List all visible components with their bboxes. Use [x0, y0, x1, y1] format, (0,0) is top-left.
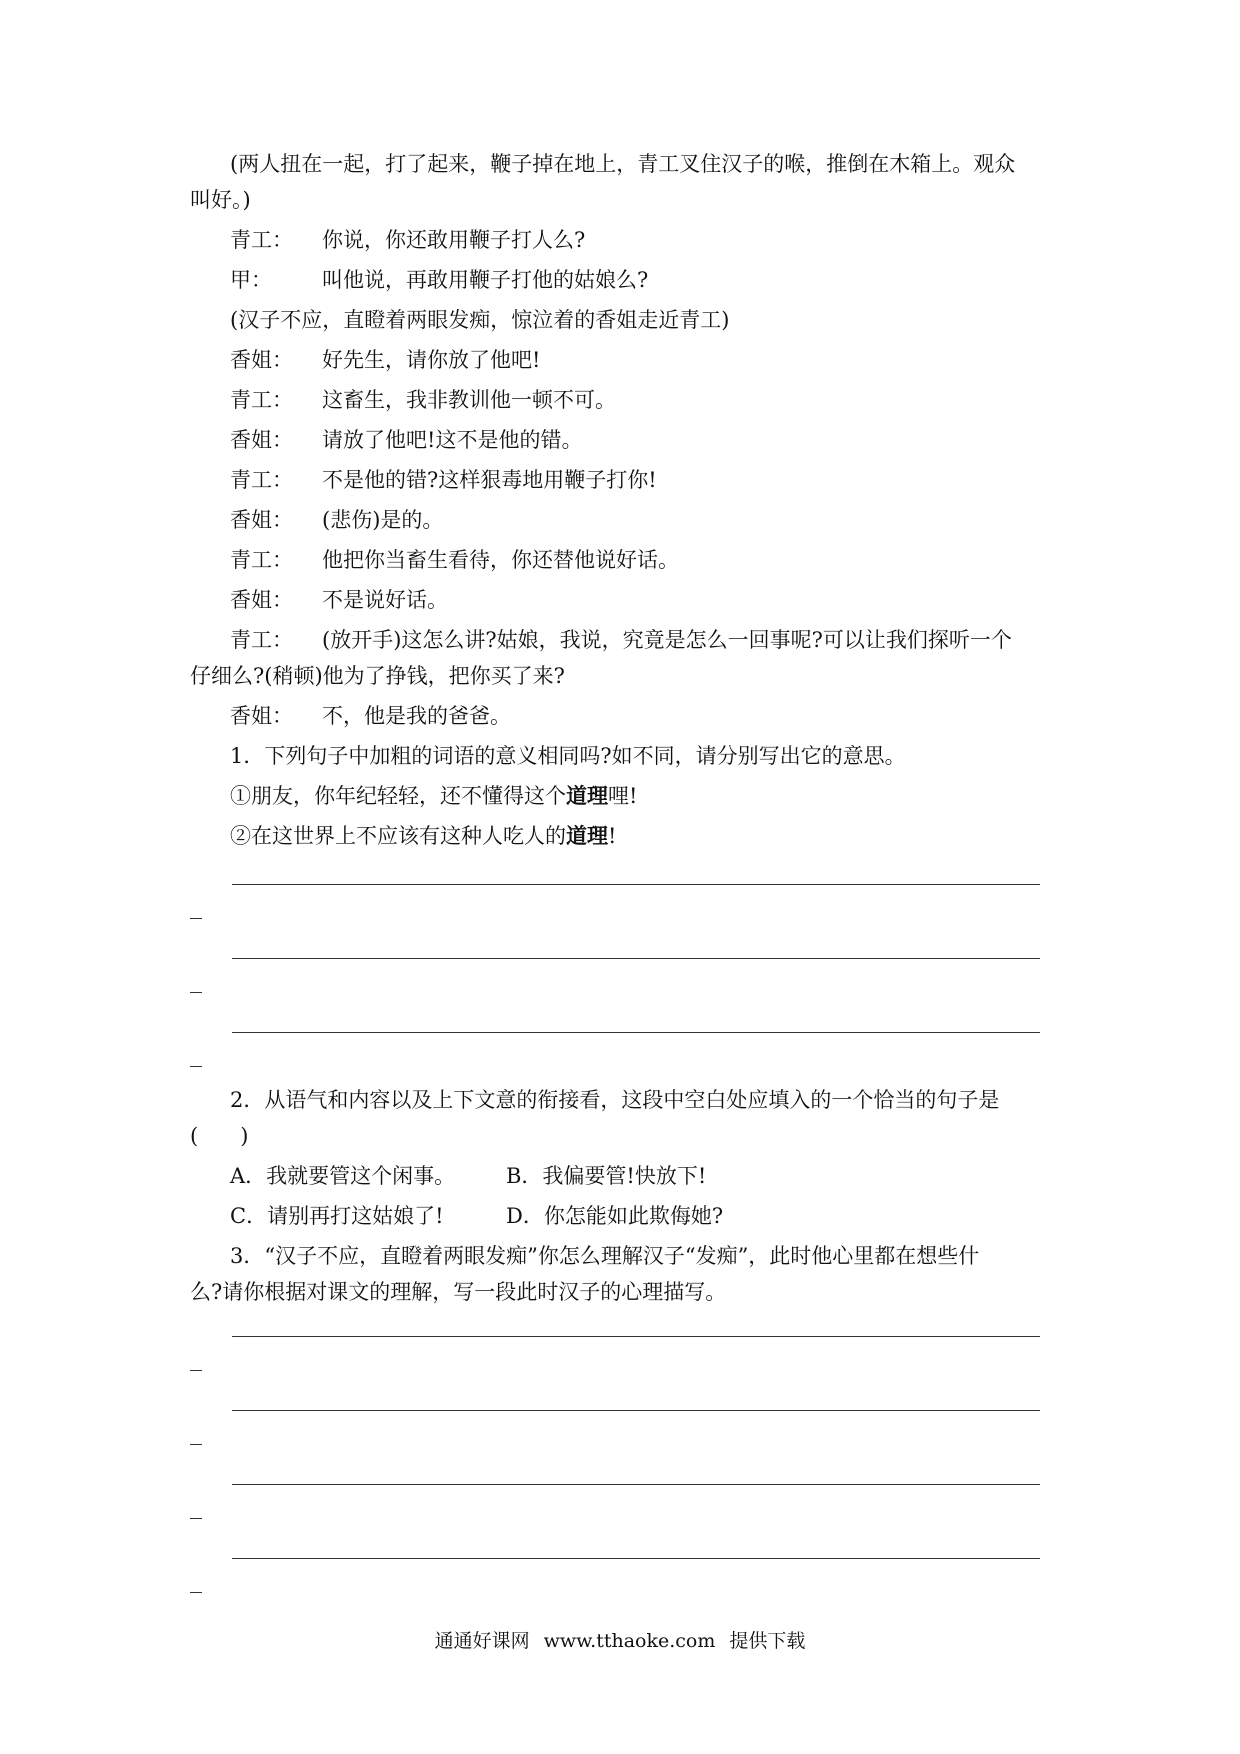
footer-site: 通通好课网 [434, 1630, 530, 1652]
dialogue-line [230, 506, 443, 534]
page-footer [0, 1628, 1240, 1654]
question-1-sentence-1 [230, 782, 637, 810]
stage-direction: (汉子不应，直瞪着两眼发痴，惊泣着的香姐走近青工) [230, 308, 730, 332]
options-row [230, 1162, 706, 1190]
line-dash [190, 1444, 202, 1445]
line-dash [190, 1518, 202, 1519]
dialogue-line [230, 546, 679, 574]
question-2-bracket[interactable]: ( ) [190, 1124, 249, 1148]
option-c[interactable]: C．请别再打这姑娘了! [230, 1204, 444, 1228]
speaker: 青工： [230, 628, 293, 652]
option-d[interactable]: D．你怎能如此欺侮她? [506, 1204, 724, 1228]
dialogue-text: 不是说好话。 [322, 588, 448, 612]
dialogue-text: (放开手)这怎么讲?姑娘，我说，究竟是怎么一回事呢?可以让我们探听一个 [322, 628, 1012, 652]
dialogue-text: 他把你当畜生看待，你还替他说好话。 [322, 548, 679, 572]
answer-line[interactable] [232, 1410, 1040, 1411]
question-3: 3．“汉子不应，直瞪着两眼发痴”你怎么理解汉子“发痴”，此时他心里都在想些什 [230, 1244, 980, 1268]
dialogue-line [230, 702, 511, 730]
dialogue-text: 不是他的错?这样狠毒地用鞭子打你! [322, 468, 657, 492]
question-2: 2．从语气和内容以及上下文意的衔接看，这段中空白处应填入的一个恰当的句子是 [230, 1088, 1000, 1112]
question-1-sentence-2 [230, 822, 616, 850]
sentence-text: ②在这世界上不应该有这种人吃人的 [230, 824, 566, 848]
dialogue-line [230, 426, 582, 454]
answer-line[interactable] [232, 1032, 1040, 1033]
dialogue-line [230, 346, 540, 374]
speaker: 香姐： [230, 588, 293, 612]
dialogue-line [230, 466, 657, 494]
answer-line[interactable] [232, 1558, 1040, 1559]
speaker: 青工： [230, 228, 293, 252]
footer-note: 提供下载 [729, 1630, 806, 1652]
stage-direction: (两人扭在一起，打了起来，鞭子掉在地上，青工叉住汉子的喉，推倒在木箱上。观众 [230, 152, 1016, 176]
question-3-cont: 么?请你根据对课文的理解，写一段此时汉子的心理描写。 [190, 1280, 727, 1304]
dialogue-text: 叫他说，再敢用鞭子打他的姑娘么? [322, 268, 649, 292]
footer-url[interactable]: www.tthaoke.com [543, 1630, 716, 1652]
stage-direction-cont: 叫好。) [190, 188, 251, 212]
answer-line[interactable] [232, 884, 1040, 885]
dialogue-line [230, 386, 616, 414]
line-dash [190, 1370, 202, 1371]
dialogue-line [230, 586, 448, 614]
speaker: 香姐： [230, 704, 293, 728]
option-a[interactable]: A．我就要管这个闲事。 [230, 1164, 456, 1188]
options-row [230, 1202, 723, 1230]
speaker: 香姐： [230, 348, 293, 372]
line-dash [190, 1066, 202, 1067]
dialogue-text: 不，他是我的爸爸。 [322, 704, 511, 728]
dialogue-line [230, 266, 648, 294]
sentence-text: 哩! [608, 784, 638, 808]
option-b[interactable]: B．我偏要管!快放下! [506, 1164, 707, 1188]
dialogue-text: 请放了他吧!这不是他的错。 [322, 428, 583, 452]
dialogue-text: (悲伤)是的。 [322, 508, 444, 532]
speaker: 香姐： [230, 508, 293, 532]
speaker: 青工： [230, 468, 293, 492]
answer-line[interactable] [232, 1484, 1040, 1485]
answer-line[interactable] [232, 1336, 1040, 1337]
dialogue-line [230, 226, 585, 254]
speaker: 香姐： [230, 428, 293, 452]
line-dash [190, 918, 202, 919]
dialogue-text: 这畜生，我非教训他一顿不可。 [322, 388, 616, 412]
dialogue-text: 好先生，请你放了他吧! [322, 348, 541, 372]
speaker: 青工： [230, 548, 293, 572]
answer-line[interactable] [232, 958, 1040, 959]
sentence-text: ①朋友，你年纪轻轻，还不懂得这个 [230, 784, 566, 808]
bold-word: 道理 [566, 784, 608, 808]
dialogue-text: 你说，你还敢用鞭子打人么? [322, 228, 586, 252]
dialogue-line [230, 626, 1012, 654]
sentence-text: ! [608, 824, 617, 848]
speaker: 青工： [230, 388, 293, 412]
dialogue-text-cont: 仔细么?(稍顿)他为了挣钱，把你买了来? [190, 664, 565, 688]
line-dash [190, 992, 202, 993]
question-1: 1．下列句子中加粗的词语的意义相同吗?如不同，请分别写出它的意思。 [230, 744, 906, 768]
bold-word: 道理 [566, 824, 608, 848]
speaker: 甲： [230, 268, 272, 292]
line-dash [190, 1592, 202, 1593]
